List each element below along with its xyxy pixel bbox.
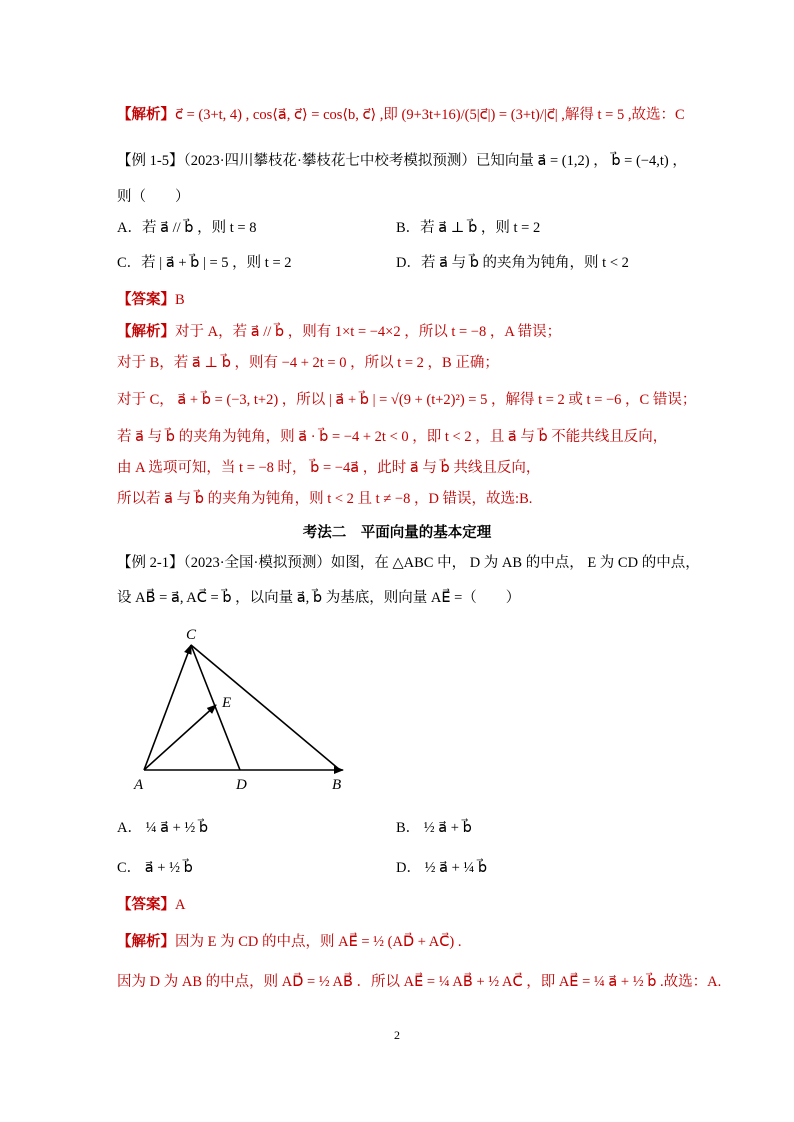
- example-header: [117, 553, 700, 573]
- analysis-line: [117, 105, 685, 125]
- option-c: C． a⃗ + ½ b⃗: [117, 860, 193, 876]
- option-b: B． ½ a⃗ + b⃗: [396, 820, 472, 836]
- triangle-figure: [130, 625, 370, 795]
- analysis-text: 对于 A，若 a⃗ // b⃗ ，则有 1×t = −4×2 ，所以 t = −8 ，A 错误；: [175, 324, 562, 340]
- analysis-line-1: [117, 932, 461, 952]
- analysis-tag: 【解析】: [117, 324, 175, 340]
- option-a: A． ¼ a⃗ + ½ b⃗: [117, 820, 209, 836]
- example-tag: 【例 2-1】: [117, 555, 184, 571]
- label-a: A: [134, 777, 144, 793]
- segment-cd: [191, 645, 240, 770]
- analysis-line-2: 对于 B，若 a⃗ ⊥ b⃗ ，则有 −4 + 2t = 0 ，所以 t = 2 ，B 正确；: [117, 355, 499, 371]
- option-a: A．若 a⃗ // b⃗ ，则 t = 8: [117, 220, 257, 236]
- analysis-text: 因为 E 为 CD 的中点，则 AE⃗ = ½ (AD⃗ + AC⃗) .: [175, 934, 462, 950]
- example-cont: 设 AB⃗ = a⃗, AC⃗ = b⃗ ，以向量 a⃗, b⃗ 为基底，则向量 AE⃗ =（ ）: [117, 590, 521, 606]
- answer-value: B: [175, 292, 185, 308]
- answer-tag: 【答案】: [117, 897, 175, 913]
- analysis-tag: 【解析】: [117, 107, 175, 123]
- example-text: （2023·四川攀枝花·攀枝花七中校考模拟预测）已知向量 a⃗ = (1,2) ， b⃗ = (−4,t) ，: [183, 153, 687, 169]
- label-e: E: [222, 695, 232, 711]
- example-text: （2023·全国·模拟预测）如图，在 △ABC 中， D 为 AB 的中点， E 为 CD 的中点，: [183, 555, 700, 571]
- example-header: [117, 151, 687, 171]
- option-d: D． ½ a⃗ + ¼ b⃗: [396, 860, 488, 876]
- answer-line: [117, 290, 185, 310]
- example-cont: 则（ ）: [117, 189, 190, 205]
- analysis-text: c⃗ = (3+t, 4) , cos⟨a⃗, c⃗⟩ = cos⟨b, c⃗⟩ ,即 (9+3t+16)/(5|c⃗|) = (3+t)/|c⃗| ,解得 t = 5 ,故选：C: [175, 107, 685, 123]
- example-tag: 【例 1-5】: [117, 153, 184, 169]
- option-d: D．若 a⃗ 与 b⃗ 的夹角为钝角，则 t < 2: [396, 255, 629, 271]
- analysis-tag: 【解析】: [117, 934, 175, 950]
- label-c: C: [186, 627, 197, 643]
- label-d: D: [236, 777, 247, 793]
- section-title: 考法二 平面向量的基本定理: [302, 525, 492, 541]
- analysis-line-2: 因为 D 为 AB 的中点，则 AD⃗ = ½ AB⃗ ．所以 AE⃗ = ¼ AB⃗ + ½ AC⃗ ，即 AE⃗ = ¼ a⃗ + ½ b⃗ .故选：A.: [117, 974, 722, 990]
- analysis-line-6: 所以若 a⃗ 与 b⃗ 的夹角为钝角，则 t < 2 且 t ≠ −8 ，D 错误，故选:B.: [117, 491, 533, 507]
- label-b: B: [332, 777, 342, 793]
- segment-ac: [144, 645, 191, 770]
- answer-tag: 【答案】: [117, 292, 175, 308]
- analysis-line-1: [117, 322, 561, 342]
- analysis-line-5: 由 A 选项可知，当 t = −8 时， b⃗ = −4a⃗ ，此时 a⃗ 与 b⃗ 共线且反向，: [117, 460, 541, 476]
- answer-line: [117, 895, 185, 915]
- answer-value: A: [175, 897, 186, 913]
- option-c: C．若 | a⃗ + b⃗ | = 5 ，则 t = 2: [117, 255, 292, 271]
- segment-ae: [144, 705, 216, 770]
- page-number: 2: [394, 1028, 400, 1042]
- analysis-line-3: 对于 C， a⃗ + b⃗ = (−3, t+2) ，所以 | a⃗ + b⃗ | = √(9 + (t+2)²) = 5 ，解得 t = 2 或 t = −6 ，C 错误；: [117, 392, 697, 408]
- option-b: B．若 a⃗ ⊥ b⃗ ，则 t = 2: [396, 220, 541, 236]
- analysis-line-4: 若 a⃗ 与 b⃗ 的夹角为钝角，则 a⃗ · b⃗ = −4 + 2t < 0 ，即 t < 2 ，且 a⃗ 与 b⃗ 不能共线且反向，: [117, 429, 668, 445]
